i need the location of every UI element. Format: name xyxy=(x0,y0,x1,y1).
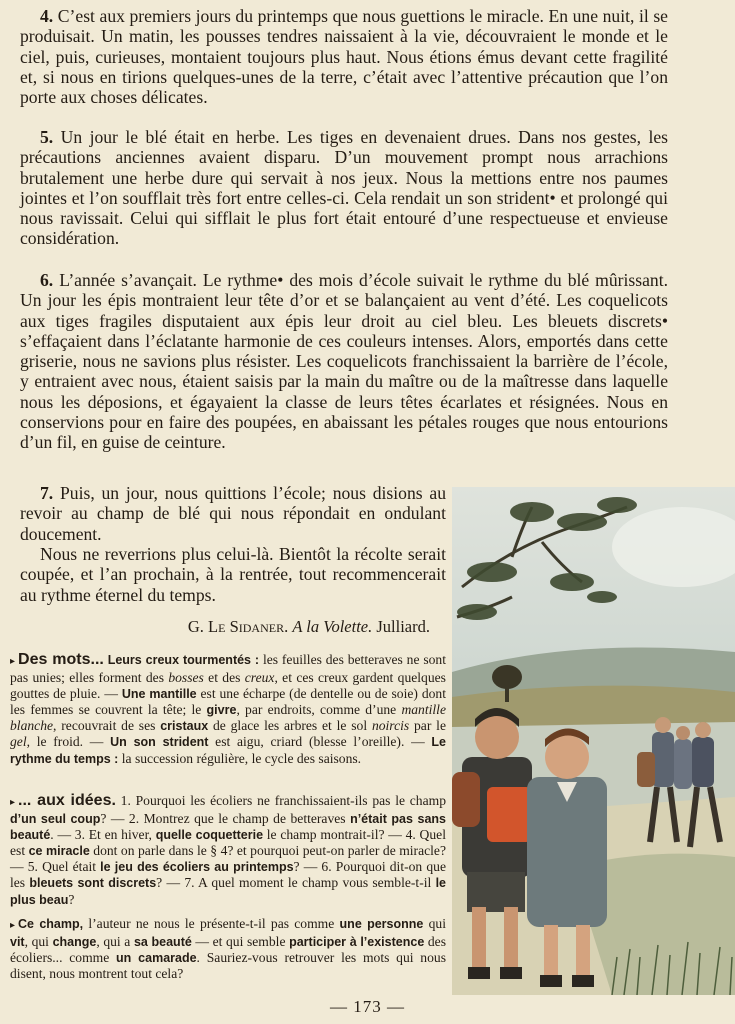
keyword: Un son strident xyxy=(110,735,209,750)
text-run: , qui a xyxy=(96,934,134,950)
italic-word: noircis xyxy=(371,718,410,734)
paragraph-6 xyxy=(20,270,668,453)
keyword: Le rythme du temps : xyxy=(10,735,446,766)
paragraph-text: Un jour le blé était en herbe. Les tiges en devenaient drues. Dans nos gestes, les précautions anciennes avaient disparu. D’un mouvement prompt nous arrachions brutalement une herbe dure qui servait à nos jeux. Nous la mettions entre nos paumes jointes et l’on soufflait très fort entre celles-ci. Cela rendait un son strident• et prolongé qui nous ravissait. Celui qui sifflait le plus fort était entouré d’une respectueuse et envieuse considération. xyxy=(20,127,668,249)
text-run: dont on parle dans le § 4? et pourquoi peut-on parler de miracle? — 5. Quel était xyxy=(10,843,446,875)
text-run: l’auteur ne nous le présente-t-il pas comme xyxy=(83,916,340,931)
paragraph-text: Puis, un jour, nous quittions l’école; nous disions au revoir au champ de blé qui nous répondait en ondulant doucement. xyxy=(20,483,446,544)
keyword: le plus beau xyxy=(10,876,446,907)
paragraph-number: 7. xyxy=(40,483,54,503)
text-run: , par endroits, comme d’une xyxy=(236,702,402,718)
text-run: , le froid. — xyxy=(26,734,111,750)
text-run: de glace les arbres et le sol xyxy=(208,718,372,734)
text-run: 1. Pourquoi les écoliers ne franchissaient-ils pas le champ xyxy=(115,793,446,808)
italic-word: gel xyxy=(10,734,27,750)
paragraph-7-continued xyxy=(20,544,446,605)
keyword: ce miracle xyxy=(28,844,90,859)
keyword: vit xyxy=(10,935,25,950)
keyword: participer à l’existence xyxy=(289,935,425,950)
text-run: ? — 7. A quel moment le champ vous semble-t-il xyxy=(156,875,436,891)
keyword: Une mantille xyxy=(121,687,197,702)
keyword: d’un seul coup xyxy=(10,812,101,827)
text-run: . Sauriez-vous retrouver les mots qui nous disent, nous montrent tout cela? xyxy=(10,950,446,982)
keyword: cristaux xyxy=(160,719,209,734)
illustration-schoolchildren-field xyxy=(452,487,735,995)
text-run: les feuilles des betteraves ne sont pas unies; elles forment des xyxy=(10,652,446,686)
text-run: . — 3. Et en hiver, xyxy=(50,827,156,843)
vocab-mots-heading: Des mots... xyxy=(18,651,104,668)
italic-word: mantille blanche xyxy=(10,702,446,734)
vocab-idees-body xyxy=(10,793,446,907)
text-run: des écoliers... comme xyxy=(10,934,446,966)
paragraph-number: 4. xyxy=(40,6,54,26)
keyword: Leurs creux tourmentés : xyxy=(107,653,260,667)
vocab-champ xyxy=(10,916,446,982)
text-run: ? — 6. Pourquoi dit-on que les xyxy=(10,859,446,891)
triangle-marker-icon: ▸ xyxy=(10,920,16,931)
paragraph-number: 6. xyxy=(40,270,54,290)
keyword: change xyxy=(52,935,97,950)
keyword: une personne xyxy=(339,917,424,931)
text-run: ? — 2. Montrez que le champ de betteraves xyxy=(100,811,351,827)
paragraph-number: 5. xyxy=(40,127,54,147)
keyword: bleuets sont discrets xyxy=(29,876,157,891)
text-run: est une écharpe (de dentelle ou de soie) dont les femmes se couvrent la tête; le xyxy=(10,686,446,718)
italic-word: creux xyxy=(244,670,275,686)
credit-publisher: Julliard. xyxy=(376,617,430,636)
text-run: est aigu, criard (blesse l’oreille). — xyxy=(208,734,432,750)
vocab-champ-body xyxy=(10,916,446,981)
keyword: Ce champ, xyxy=(18,917,84,931)
paragraph-text: L’année s’avançait. Le rythme• des mois d’école suivait le rythme du blé mûrissant. Un jour les épis montraient leur tête d’or et se balançaient au vent d’été. Les coquelicots aux tiges fragiles disputaient aux épis leur droit au ciel bleu. Les bleuets discrets• s’effaçaient dans l’éclatante harmonie de ces couleurs intenses. Alors, emportés dans cette griserie, nous ne savions plus résister. Les coquelicots franchissaient la barrière de l’école, y entraient avec nous, étaient saisis par la main du maître ou de la maîtresse dans laquelle nous les déposions, et égayaient la classe de leurs têtes écarlates et résignées. Nous en conservions pour en faire des poupées, en abaissant les pétales rouges que nous entourions d’un fil, en guise de ceinture. xyxy=(20,270,668,453)
triangle-marker-icon: ▸ xyxy=(10,656,16,667)
keyword: quelle coquetterie xyxy=(155,828,264,843)
text-run: le champ montrait-il? — 4. Quel est xyxy=(10,827,446,859)
vocab-mots xyxy=(10,652,446,767)
keyword: n’était pas sans beauté xyxy=(10,812,446,843)
keyword: givre xyxy=(206,703,237,718)
vocab-idees xyxy=(10,793,446,908)
source-credit xyxy=(20,617,430,637)
paragraph-5 xyxy=(20,127,668,249)
text-run: et des xyxy=(203,670,245,686)
text-run: , recouvrait de ses xyxy=(53,718,161,734)
paragraph-4 xyxy=(20,6,668,107)
paragraph-text: C’est aux premiers jours du printemps que nous guettions le miracle. En une nuit, il se produisait. Un matin, les pousses tendres naissaient à la vie, découvraient le monde et le ciel, puis, curieuses, montaient toujours plus haut. Nous étions émus devant cette fragilité et, si nous en tirions quelques-unes de la terre, c’était avec l’attentive précaution que l’on porte aux choses délicates. xyxy=(20,6,668,108)
vocab-mots-body xyxy=(10,652,446,766)
text-run: par le xyxy=(409,718,446,734)
text-run: , qui xyxy=(24,934,53,950)
triangle-marker-icon: ▸ xyxy=(10,797,16,808)
keyword: sa beauté xyxy=(133,935,192,950)
credit-work: A la Volette. xyxy=(292,617,373,636)
text-run: — et qui semble xyxy=(191,934,290,950)
page-number: — 173 — xyxy=(330,997,405,1016)
italic-word: bosses xyxy=(168,670,204,686)
text-run: qui xyxy=(423,916,446,931)
keyword: le jeu des écoliers au printemps xyxy=(100,860,294,875)
text-run: la succession régulière, le cycle des saisons. xyxy=(118,750,362,766)
paragraph-7 xyxy=(20,483,446,544)
credit-author: G. Le Sidaner. xyxy=(187,617,289,636)
keyword: un camarade xyxy=(116,951,197,966)
text-run: ? xyxy=(68,891,75,907)
vocab-idees-heading: ... aux idées. xyxy=(18,792,116,809)
paragraph-text: Nous ne reverrions plus celui-là. Bientôt la récolte serait coupée, et l’an prochain, à la rentrée, tout recommencerait au rythme éternel du temps. xyxy=(20,544,446,605)
text-run: , et ces creux gardent quelques gouttes de pluie. — xyxy=(10,670,446,702)
